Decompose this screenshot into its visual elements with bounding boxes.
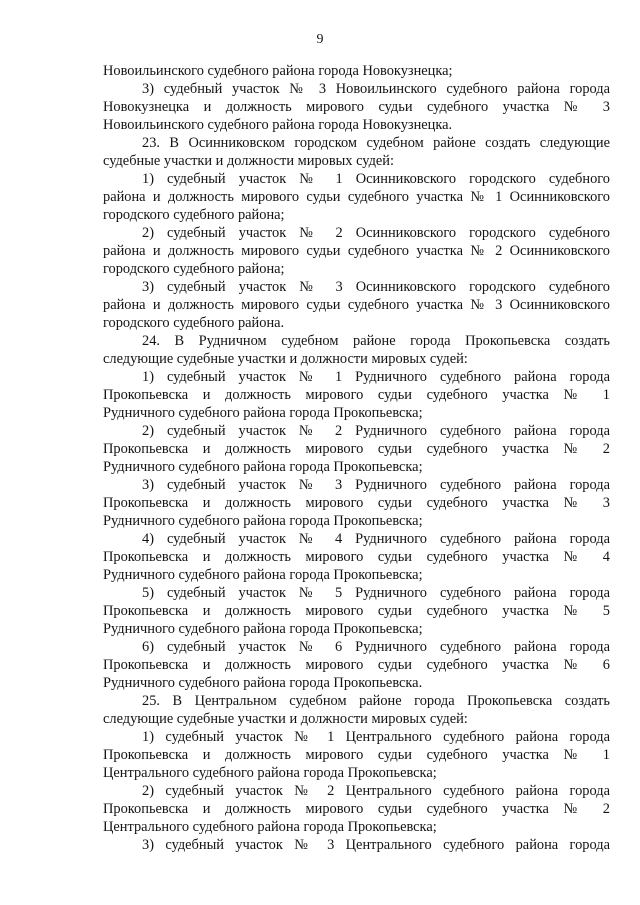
text-line: Рудничного судебного района города Прокопьевска; [103, 405, 423, 421]
text-line: Рудничного судебного района города Прокопьевска; [103, 513, 423, 529]
text-line: 2) судебный участок № 2 Осинниковского городского судебного [142, 225, 610, 241]
text-line: 3) судебный участок № 3 Новоильинского судебного района города [142, 81, 610, 97]
text-line: Рудничного судебного района города Прокопьевска; [103, 567, 423, 583]
text-line: Рудничного судебного района города Прокопьевска; [103, 459, 423, 475]
text-line: района и должность мирового судьи судебного участка № 1 Осинниковского [103, 189, 610, 205]
page-number: 9 [316, 32, 324, 47]
text-line: 3) судебный участок № 3 Рудничного судебного района города [142, 477, 610, 493]
text-line: Прокопьевска и должность мирового судьи судебного участка № 1 [103, 387, 610, 403]
text-line: следующие судебные участки и должности мировых судей: [103, 711, 468, 727]
text-line: 25. В Центральном судебном районе города Прокопьевска создать [142, 693, 610, 709]
text-line: Рудничного судебного района города Прокопьевска; [103, 621, 423, 637]
text-line: Прокопьевска и должность мирового судьи судебного участка № 5 [103, 603, 610, 619]
text-line: Центрального судебного района города Прокопьевска; [103, 819, 437, 835]
text-line: района и должность мирового судьи судебного участка № 2 Осинниковского [103, 243, 610, 259]
text-line: Рудничного судебного района города Прокопьевска. [103, 675, 423, 691]
text-line: 23. В Осинниковском городском судебном районе создать следующие [142, 135, 610, 151]
text-line: Новоильинского судебного района города Новокузнецка. [103, 117, 453, 133]
text-line: следующие судебные участки и должности мировых судей: [103, 351, 468, 367]
text-line: района и должность мирового судьи судебного участка № 3 Осинниковского [103, 297, 610, 313]
text-line: 1) судебный участок № 1 Рудничного судебного района города [142, 369, 610, 385]
text-line: Прокопьевска и должность мирового судьи судебного участка № 2 [103, 801, 610, 817]
text-line: городского судебного района; [103, 261, 285, 277]
text-line: 6) судебный участок № 6 Рудничного судебного района города [142, 639, 610, 655]
text-line: 24. В Рудничном судебном районе города Прокопьевска создать [142, 333, 610, 349]
text-line: Прокопьевска и должность мирового судьи судебного участка № 2 [103, 441, 610, 457]
text-line: Центрального судебного района города Прокопьевска; [103, 765, 437, 781]
text-line: Прокопьевска и должность мирового судьи судебного участка № 1 [103, 747, 610, 763]
text-line: 3) судебный участок № 3 Осинниковского городского судебного [142, 279, 610, 295]
text-line: 4) судебный участок № 4 Рудничного судебного района города [142, 531, 610, 547]
text-line: Новоильинского судебного района города Новокузнецка; [103, 63, 453, 79]
text-line: 2) судебный участок № 2 Рудничного судебного района города [142, 423, 610, 439]
text-line: Новокузнецка и должность мирового судьи судебного участка № 3 [103, 99, 610, 115]
text-line: 1) судебный участок № 1 Осинниковского городского судебного [142, 171, 610, 187]
text-line: судебные участки и должности мировых судей: [103, 153, 394, 169]
text-line: 3) судебный участок № 3 Центрального судебного района города [142, 837, 610, 853]
text-line: Прокопьевска и должность мирового судьи судебного участка № 4 [103, 549, 610, 565]
text-line: городского судебного района. [103, 315, 285, 331]
text-line: городского судебного района; [103, 207, 285, 223]
text-line: 5) судебный участок № 5 Рудничного судебного района города [142, 585, 610, 601]
text-line: 1) судебный участок № 1 Центрального судебного района города [142, 729, 610, 745]
text-line: Прокопьевска и должность мирового судьи судебного участка № 3 [103, 495, 610, 511]
text-line: Прокопьевска и должность мирового судьи судебного участка № 6 [103, 657, 610, 673]
text-line: 2) судебный участок № 2 Центрального судебного района города [142, 783, 610, 799]
